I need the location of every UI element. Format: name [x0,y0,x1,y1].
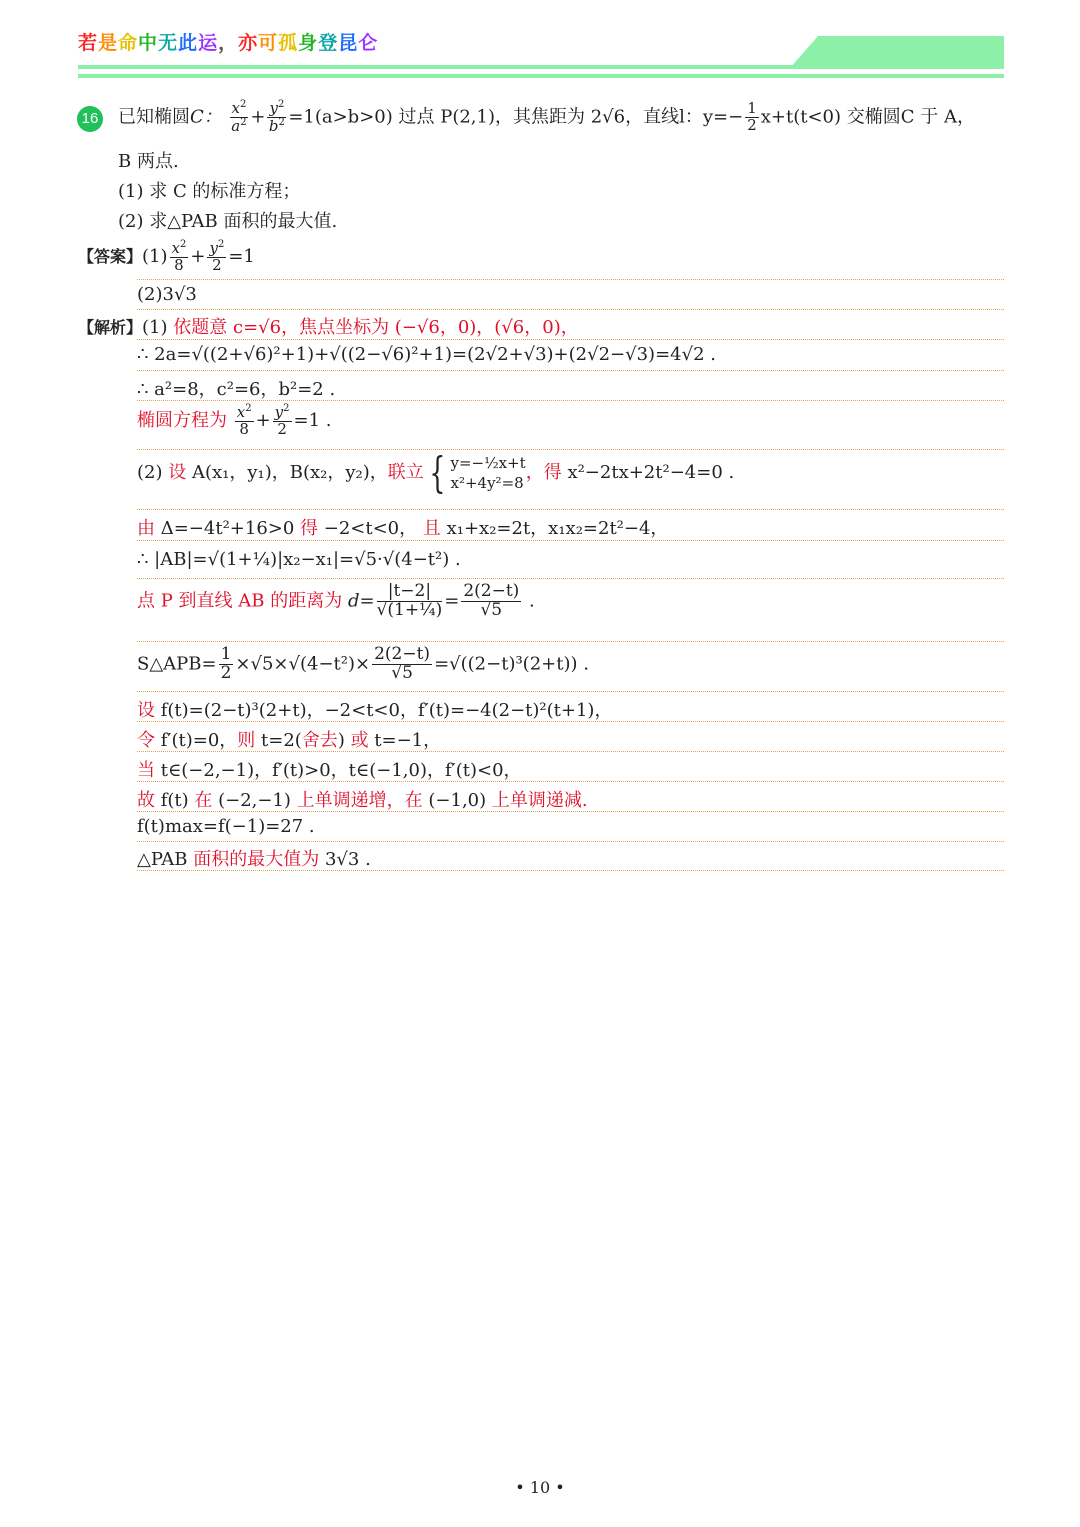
divider [137,449,1004,450]
motto-char: 登 [318,32,339,54]
solution-step-15: △PAB 面积的最大值为 3√3 . [137,849,371,870]
motto-char: 仑 [358,32,379,54]
solution-step-6: 由 Δ=−4t²+16>0 得 −2<t<0， 且 x₁+x₂=2t，x₁x₂=2t²−4， [137,518,669,539]
motto-char: 孤 [278,32,299,54]
motto-char: 无 [158,32,179,54]
answer-line-2: (2)3√3 [137,284,197,305]
question-number-badge: 16 [77,106,103,132]
motto-char: 亦 [238,32,259,54]
solution-step-12: 当 t∈(−2,−1)，f′(t)>0，t∈(−1,0)，f′(t)<0， [137,760,522,781]
divider [137,279,1004,280]
page-number: • 10 • [515,1478,565,1497]
answer-line-1: 【答案】(1) $\frac{x^2}{8}$ + $\frac{y^2}{2}$ =1 [78,239,255,274]
divider [137,370,1004,371]
divider [137,721,1004,722]
motto-char: ， [218,32,239,54]
question-part-2: (2) 求△PAB 面积的最大值. [118,211,338,232]
solution-step-4: 椭圆方程为 $\frac{x^2}{8}$ + $\frac{y^2}{2}$ =1 . [137,403,332,438]
motto-char: 可 [258,32,279,54]
divider [137,339,1004,340]
solution-step-7: ∴ |AB|=√(1+¼)|x₂−x₁|=√5·√(4−t²) . [137,549,461,570]
motto-char: 运 [198,32,219,54]
solution-step-1: 【解析】(1) 依题意 c=√6，焦点坐标为 (−√6，0)，(√6，0)， [78,317,579,338]
divider [137,781,1004,782]
motto-char: 是 [98,32,119,54]
divider [137,578,1004,579]
divider [137,870,1004,871]
divider [137,509,1004,510]
solution-step-9: S△APB= $\frac{1}{2}$ ×√5×√(4−t²)× $\frac{2(2-t)}{√5}$ =√((2−t)³(2+t)) . [137,644,589,683]
header-band [78,36,1004,80]
answer-label: 【答案】 [78,246,143,266]
divider [137,751,1004,752]
solution-step-3: ∴ a²=8，c²=6，b²=2 . [137,379,336,400]
solution-step-14: f(t)max=f(−1)=27 . [137,816,315,837]
divider [137,811,1004,812]
motto-char: 此 [178,32,199,54]
motto-char: 若 [78,32,99,54]
solution-step-8: 点 P 到直线 AB 的距离为 d= $\frac{|t-2|}{\text{√(1+¼)}}$ = $\frac{2(2-t)}{√5}$ . [137,581,535,620]
solution-step-2: ∴ 2a=√((2+√6)²+1)+√((2−√6)²+1)=(2√2+√3)+(2√2−√3)=4√2 . [137,344,716,365]
divider [137,841,1004,842]
divider [137,400,1004,401]
divider [137,641,1004,642]
solution-step-11: 令 f′(t)=0，则 t=2(舍去) 或 t=−1， [137,730,442,751]
question-stem-line-1: 已知椭圆C： $\frac{x^2}{a^2}$ + $\frac{y^2}{b^2}$ =1(a>b>0) 过点 P(2,1)，其焦距为 2√6，直线l：y=− $\frac{1}{2}$ x+t(t<0) 交椭圆C 于 A， [118,99,975,135]
divider [137,540,1004,541]
motto-char: 中 [138,32,159,54]
motto-char: 昆 [338,32,359,54]
solution-step-5: (2) 设 A(x₁，y₁)，B(x₂，y₂)，联立 { y=−½x+t x²+4y²=8 ，得 x²−2tx+2t²−4=0 . [137,448,735,497]
solution-step-10: 设 f(t)=(2−t)³(2+t)，−2<t<0，f′(t)=−4(2−t)²(t+1)， [137,700,613,721]
question-stem-line-2: B 两点. [118,151,179,172]
divider [137,691,1004,692]
question-part-1: (1) 求 C 的标准方程； [118,181,301,202]
solution-step-13: 故 f(t) 在 (−2,−1) 上单调递增，在 (−1,0) 上单调递减. [137,790,588,811]
motto-char: 身 [298,32,319,54]
divider [137,309,1004,310]
solution-label: 【解析】 [78,318,143,337]
motto-char: 命 [118,32,139,54]
